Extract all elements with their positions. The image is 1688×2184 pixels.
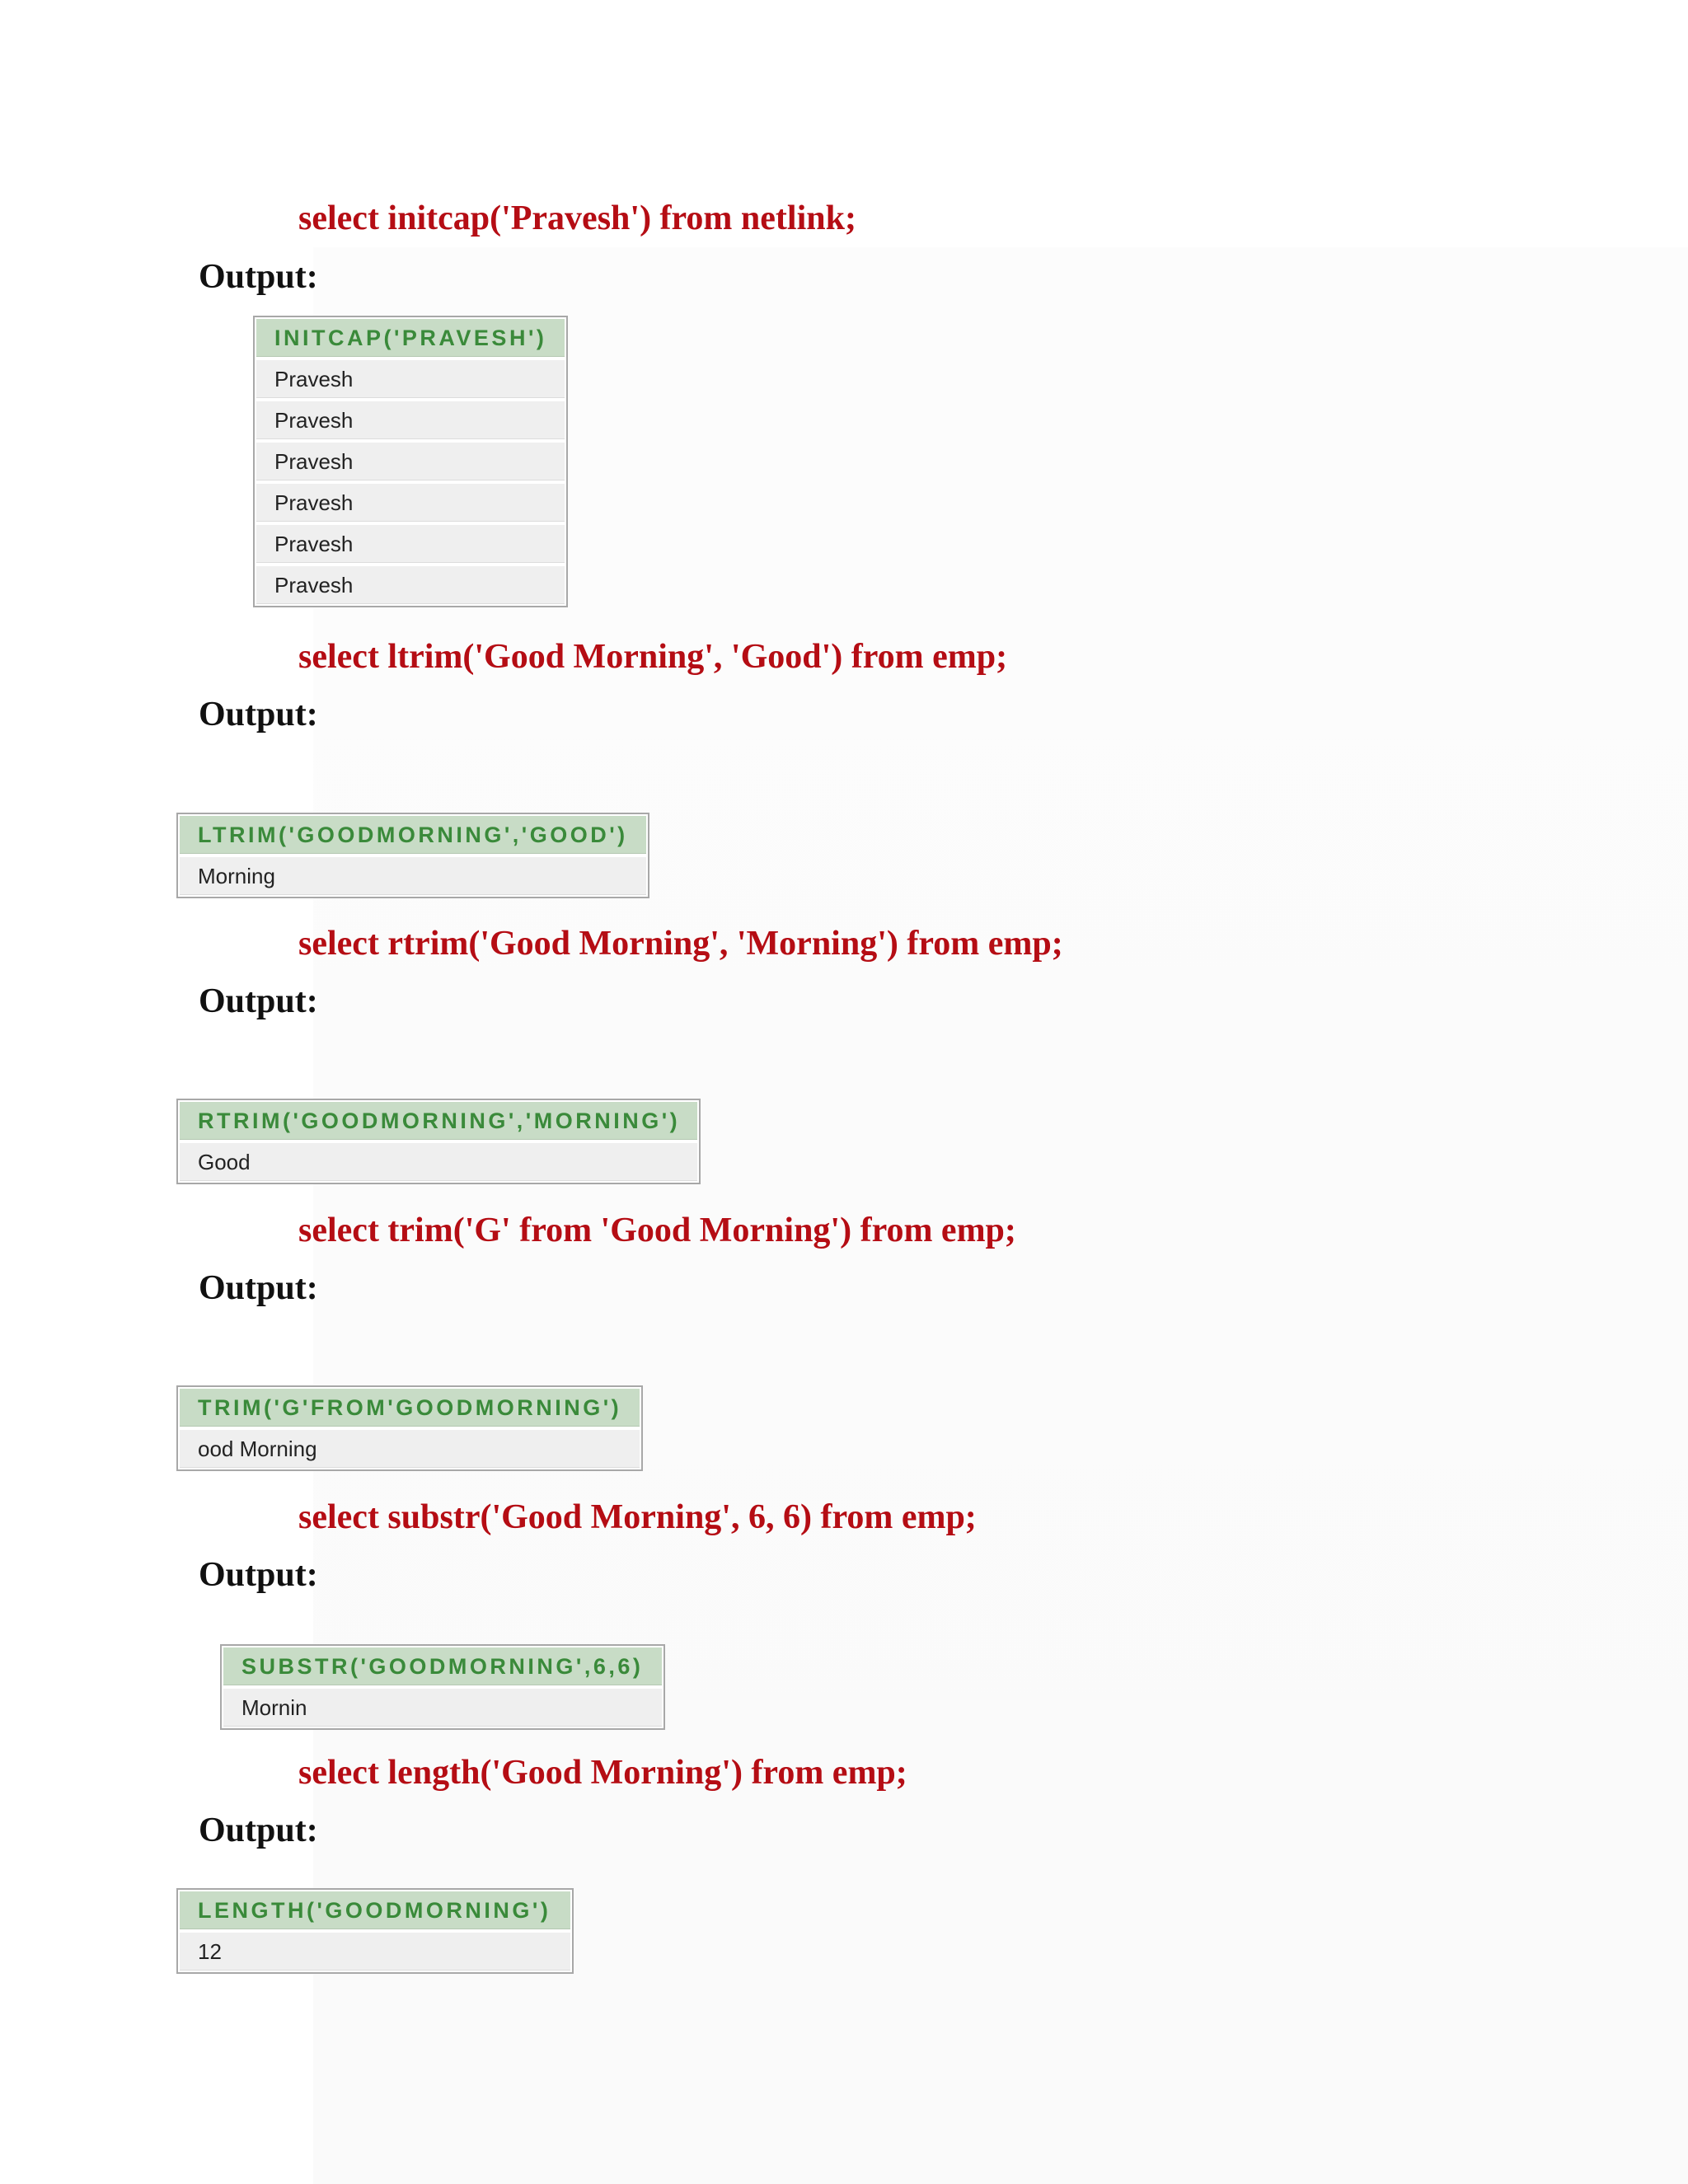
output-label: Output: (199, 258, 318, 296)
table-cell: Mornin (223, 1689, 662, 1727)
table-cell: Pravesh (256, 525, 565, 563)
table-cell: Pravesh (256, 566, 565, 604)
column-header: RTRIM('GOODMORNING','MORNING') (180, 1102, 697, 1140)
column-header: LENGTH('GOODMORNING') (180, 1891, 570, 1929)
table-cell: Pravesh (256, 360, 565, 398)
result-table-trim (176, 1385, 643, 1471)
output-label: Output: (199, 982, 318, 1020)
sql-query-ltrim: select ltrim('Good Morning', 'Good') from emp; (298, 638, 1008, 676)
sql-query-trim: select trim('G' from 'Good Morning') from emp; (298, 1212, 1016, 1249)
output-label: Output: (199, 696, 318, 733)
result-table-substr (220, 1644, 665, 1730)
column-header: INITCAP('PRAVESH') (256, 319, 565, 357)
sql-query-initcap: select initcap('Pravesh') from netlink; (298, 199, 856, 237)
table-cell: Pravesh (256, 443, 565, 480)
output-label: Output: (199, 1269, 318, 1307)
output-label: Output: (199, 1811, 318, 1849)
column-header: SUBSTR('GOODMORNING',6,6) (223, 1647, 662, 1685)
result-table-initcap (253, 316, 568, 607)
sql-query-length: select length('Good Morning') from emp; (298, 1754, 907, 1792)
table-cell: Good (180, 1143, 697, 1181)
column-header: TRIM('G'FROM'GOODMORNING') (180, 1389, 640, 1427)
table-cell: Pravesh (256, 484, 565, 522)
sql-query-substr: select substr('Good Morning', 6, 6) from emp; (298, 1498, 977, 1536)
table-cell: Pravesh (256, 401, 565, 439)
table-cell: 12 (180, 1933, 570, 1971)
sql-query-rtrim: select rtrim('Good Morning', 'Morning') from emp; (298, 925, 1063, 963)
table-cell: ood Morning (180, 1430, 640, 1468)
output-label: Output: (199, 1556, 318, 1594)
result-table-length (176, 1888, 574, 1974)
result-table-ltrim (176, 813, 649, 898)
result-table-rtrim (176, 1099, 701, 1184)
column-header: LTRIM('GOODMORNING','GOOD') (180, 816, 646, 854)
table-cell: Morning (180, 857, 646, 895)
